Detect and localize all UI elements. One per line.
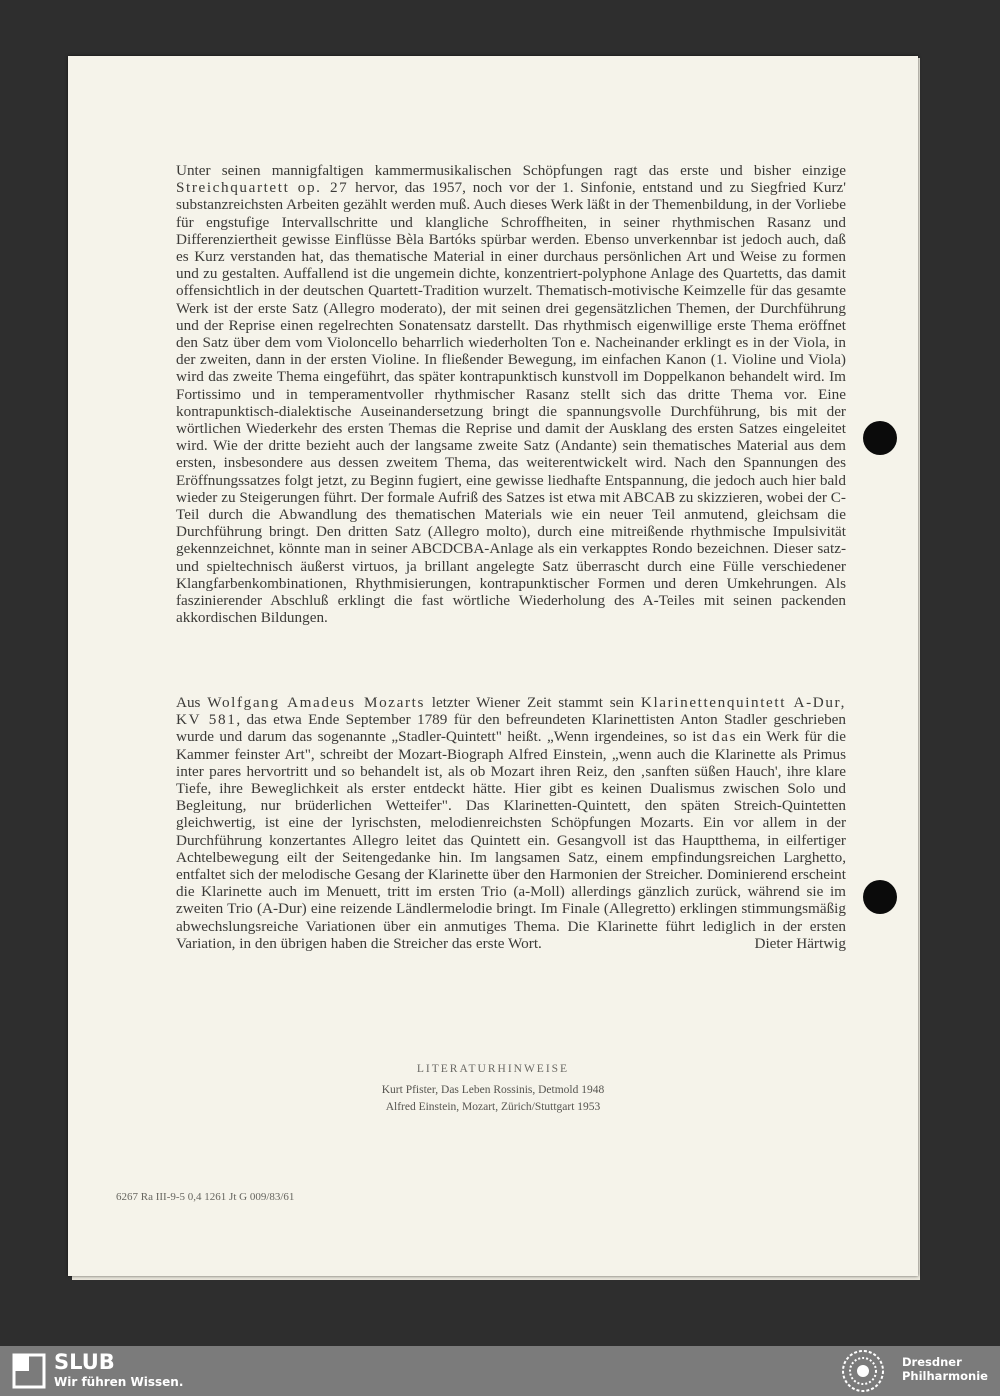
document-page: [68, 56, 918, 1276]
text-run: Aus: [176, 694, 208, 711]
literature-item: Alfred Einstein, Mozart, Zürich/Stuttgart 1953: [385, 1101, 601, 1113]
slub-logo-icon[interactable]: [12, 1353, 46, 1389]
text-run: , das etwa Ende September 1789 für den befreundeten Klarinettisten Anton Stadler geschrieben wurde und darum das sogenannte „Stadler-Quintett" heißt. „Wenn irgendeines, so ist: [176, 711, 846, 746]
emphasized-title: Streichquartett op. 27: [176, 179, 349, 197]
text-run: ein Werk für die Kammer feinster Art", schreibt der Mozart-Biograph Alfred Einstein, „wenn auch die Klarinette als Primus inter pares hervortritt und so behandelt ist, als ob Mozart ihren Reiz, den ‚sanften süßen Hauch', ihre klare Tiefe, ihre Beweglichkeit als erster entdeckt hätte. Hier gibt es keinen Dualismus zwischen Solo und Begleitung, nur brüderlichen Wetteifer". Das Klarinetten-Quintett, den späten Streich-Quintetten gleichwertig, ist eine der lyrischsten, melodienreichsten Schöpfungen Mozarts. Ein vor allem in der Durchführung konzertantes Allegro leitet das Quintett ein. Gesangvoll ist das Hauptthema, in eilfertiger Achtelbewegung eilt der Seitengedanke hin. Im langsamen Satz, einem empfindungsreichen Larghetto, entfaltet sich der melodische Gesang der Klarinette über den Harmonien der Streicher. Dominierend erscheint die Klarinette auch im Menuett, tritt im ersten Trio (a-Moll) allerdings gänzlich zurück, während sie im zweiten Trio (A-Dur) eine reizende Ländlermelodie bringt. Im Finale (Allegretto) erklingen stimmungsmäßig abwechslungsreiche Variationen über ein anmutiges Thema. Die Klarinette führt lediglich in der ersten Variation, in den übrigen haben die Streicher das erste Wort.: [176, 728, 846, 952]
paragraph-string-quartet: [176, 162, 846, 626]
slub-tagline: Wir führen Wissen.: [54, 1375, 184, 1389]
footer-bar: [0, 1346, 1000, 1396]
philharmonie-logo-icon[interactable]: [840, 1348, 886, 1394]
literature-item: Kurt Pfister, Das Leben Rossinis, Detmold 1948: [381, 1084, 605, 1096]
philharmonie-name-line2: Philharmonie: [902, 1369, 988, 1383]
author-signature: Dieter Härtwig: [754, 934, 846, 952]
emphasized-title: Wolfgang Amadeus Mozarts: [207, 694, 425, 711]
paragraph-clarinet-quintet: [176, 694, 846, 952]
print-code: 6267 Ra III-9-5 0,4 1261 Jt G 009/83/61: [116, 1191, 295, 1203]
text-run: Unter seinen mannigfaltigen kammermusikalischen Schöpfungen ragt das erste und bisher einzige: [176, 162, 846, 179]
text-run: hervor, das 1957, noch vor der 1. Sinfonie, entstand und zu Siegfried Kurz' substanzreichsten Arbeiten gezählt werden muß. Auch dieses Werk läßt in der Themenbildung, in der Vorliebe für engstufige Intervallschritte und klangliche Schroffheiten, in seiner rhythmischen Rasanz und Differenziertheit gewisse Einflüsse Bèla Bartóks spürbar werden. Ebenso unverkennbar ist jedoch auch, daß es Kurz verstanden hat, das thematische Material in einer durchaus persönlichen Art und Weise zu formen und zu gestalten. Auffallend ist die ungemein dichte, konzentriert-polyphone Anlage des Quartetts, das damit offensichtlich in der deutschen Quartett-Tradition wurzelt. Thematisch-motivische Keimzelle für das gesamte Werk ist der erste Satz (Allegro moderato), der mit seinen drei gegensätzlichen Themen, der Durchführung und der Reprise einen regelrechten Sonatensatz darstellt. Das rhythmisch eigenwillige erste Thema eröffnet den Satz über dem vom Violoncello beharrlich wiederholten Ton e. Nacheinander erklingt es in der Viola, in der zweiten, dann in der ersten Violine. In fließender Bewegung, im einfachen Kanon (1. Violine und Viola) wird das zweite Thema eingeführt, das später kontrapunktisch kunstvoll im Doppelkanon behandelt wird. Im Fortissimo und in temperamentvoller rhythmischer Rasanz stellt sich das dritte Thema vor. Eine kontrapunktisch-dialektische Auseinandersetzung bringt die spannungsvolle Durchführung, bis mit der wörtlichen Wiederkehr des ersten Themas die Reprise und damit der Ausklang des ersten Satzes eingeleitet wird. Wie der dritte bezieht auch der langsame zweite Satz (Andante) sein thematisches Material aus dem ersten, insbesondere aus dessen zweitem Thema, das weiterentwickelt wird. Nach den Spannungen des Eröffnungssatzes folgt jetzt, zu Beginn fugiert, eine gewisse liedhafte Entspannung, die jedoch auch hier bald wieder zu Steigerungen führt. Der formale Aufriß des Satzes ist etwa mit ABCAB zu skizzieren, wobei der C-Teil durch die Abwandlung des thematischen Materials wie ein neuer Teil anmutend, gleichsam die Durchführung bringt. Den dritten Satz (Allegro molto), durch eine mitreißende rhythmische Impulsivität gekennzeichnet, könnte man in seiner ABCDCBA-Anlage als ein verkapptes Rondo bezeichnen. Dieser satz- und spieltechnisch äußerst virtuos, ja brillant angelegte Satz überrascht durch eine Fülle verschiedener Klangfarbenkombinationen, Rhythmisierungen, kontrapunktischer Formen und deren Umkehrungen. Als faszinierender Abschluß erklingt die fast wörtliche Wiederholung des A-Teiles mit seinen packenden akkordischen Bildungen.: [176, 179, 846, 627]
philharmonie-name-line1: Dresdner: [902, 1355, 962, 1369]
punch-hole: [863, 421, 897, 455]
emphasized-title: das: [712, 728, 738, 746]
emphasized-title: Klarinettenquintett A-Dur, KV 581: [176, 694, 846, 729]
slub-name[interactable]: SLUB: [54, 1350, 115, 1374]
literature-heading: LITERATURHINWEISE: [416, 1063, 570, 1075]
paragraph-clarinet-quintet-text: [176, 694, 846, 952]
text-run: letzter Wiener Zeit stammt sein: [424, 694, 641, 711]
punch-hole: [863, 880, 897, 914]
philharmonie-name[interactable]: [902, 1355, 988, 1383]
